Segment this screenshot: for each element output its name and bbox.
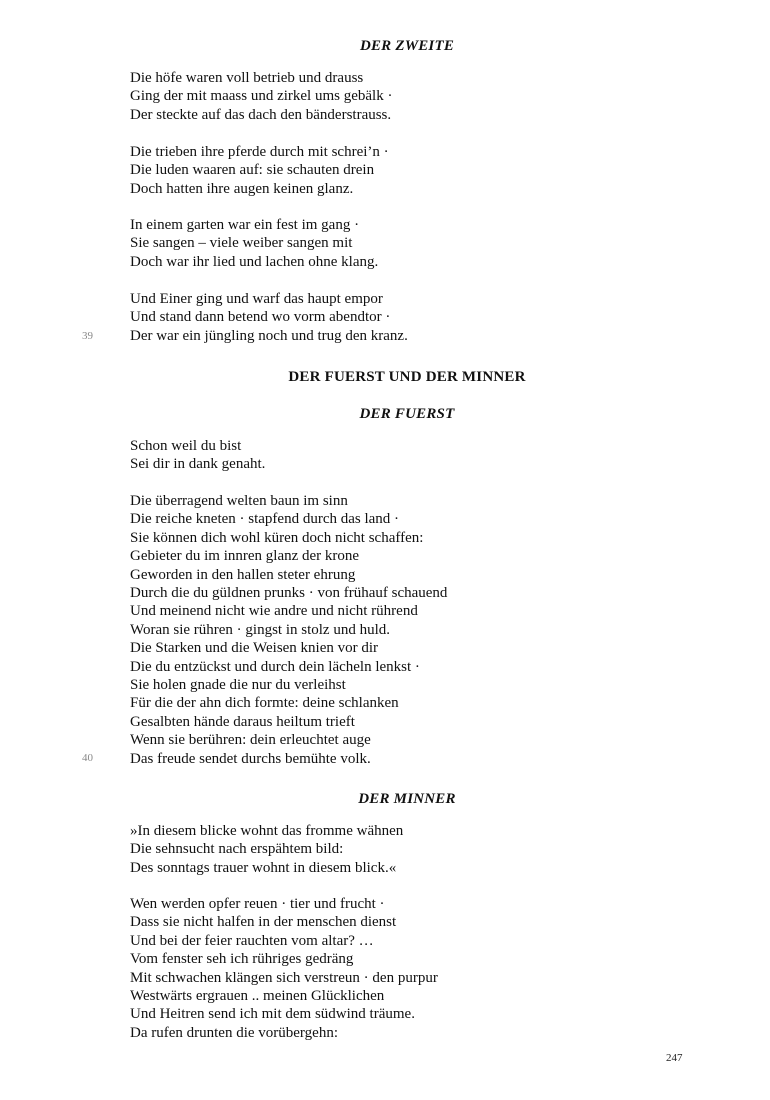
verse-line: Die reiche kneten · stapfend durch das land · [130,511,400,528]
stanza [130,216,378,271]
verse-line: Durch die du güldnen prunks · von frühauf schauend [130,585,448,602]
verse-line: Sei dir in dank genaht. [130,456,266,473]
stanza [130,492,447,768]
verse-line: »In diesem blicke wohnt das fromme wähnen [130,823,404,839]
verse-line: Ging der mit maass und zirkel ums gebälk · [130,88,393,105]
section-heading-der-zweite: DER ZWEITE [359,38,455,54]
verse-line: Schon weil du bist [130,438,242,454]
poem-title: DER FUERST UND DER MINNER [288,369,526,385]
verse-line: Und bei der feier rauchten vom altar? … [130,932,374,949]
verse-line: Und meinend nicht wie andre und nicht rührend [130,603,418,620]
verse-line: Und stand dann betend wo vorm abendtor · [130,309,391,326]
stanza [130,437,265,474]
verse-line: Die luden waaren auf: sie schauten drein [130,162,375,179]
verse-line: Gebieter du im innren glanz der krone [130,548,360,565]
stanza [130,822,403,877]
verse-line: Sie sangen – viele weiber sangen mit [130,235,353,252]
section-heading-der-minner: DER MINNER [358,791,456,807]
verse-line: Des sonntags trauer wohnt in diesem blick.« [130,859,397,876]
verse-line: Und Heitren send ich mit dem südwind träume. [130,1006,415,1023]
verse-line: Die sehnsucht nach erspähtem bild: [130,841,344,858]
verse-line: Wenn sie berühren: dein erleuchtet auge [130,732,371,749]
verse-line: Doch war ihr lied und lachen ohne klang. [130,253,379,270]
verse-line: Dass sie nicht halfen in der menschen dienst [130,914,397,931]
verse-line: In einem garten war ein fest im gang · [130,217,360,233]
stanza [130,895,438,1042]
verse-line: Und Einer ging und warf das haupt empor [130,291,383,307]
verse-line: Die höfe waren voll betrieb und drauss [130,70,364,86]
verse-line: Vom fenster seh ich rühriges gedräng [130,951,354,968]
verse-line: Der steckte auf das dach den bänderstrauss. [130,106,392,123]
verse-line: Geworden in den hallen steter ehrung [130,566,356,583]
verse-line: Sie können dich wohl küren doch nicht schaffen: [130,529,424,546]
stanza [130,69,392,124]
verse-line: Die du entzückst und durch dein lächeln lenkst · [130,658,420,675]
stanza [130,290,408,345]
verse-line: Die trieben ihre pferde durch mit schrei’n · [130,144,389,160]
verse-line: Woran sie rühren · gingst in stolz und huld. [130,621,391,638]
margin-number: 39 [82,330,93,342]
verse-line: Für die der ahn dich formte: deine schlanken [130,695,399,712]
verse-line: Westwärts ergrauen .. meinen Glücklichen [130,988,385,1005]
stanza [130,143,389,198]
verse-line: Mit schwachen klängen sich verstreun · den purpur [130,969,438,986]
verse-line: Die überragend welten baun im sinn [130,493,348,509]
verse-line: Der war ein jüngling noch und trug den kranz. [130,327,408,344]
verse-line: Die Starken und die Weisen knien vor dir [130,640,379,657]
verse-line: Das freude sendet durchs bemühte volk. [130,750,371,767]
verse-line: Sie holen gnade die nur du verleihst [130,677,346,694]
margin-number: 40 [82,752,93,764]
verse-line: Doch hatten ihre augen keinen glanz. [130,180,354,197]
section-heading-der-fuerst: DER FUERST [359,406,455,422]
verse-line: Da rufen drunten die vorübergehn: [130,1024,338,1041]
page-number: 247 [666,1052,683,1064]
verse-line: Wen werden opfer reuen · tier und frucht · [130,896,385,912]
verse-line: Gesalbten hände daraus heiltum trieft [130,713,355,730]
